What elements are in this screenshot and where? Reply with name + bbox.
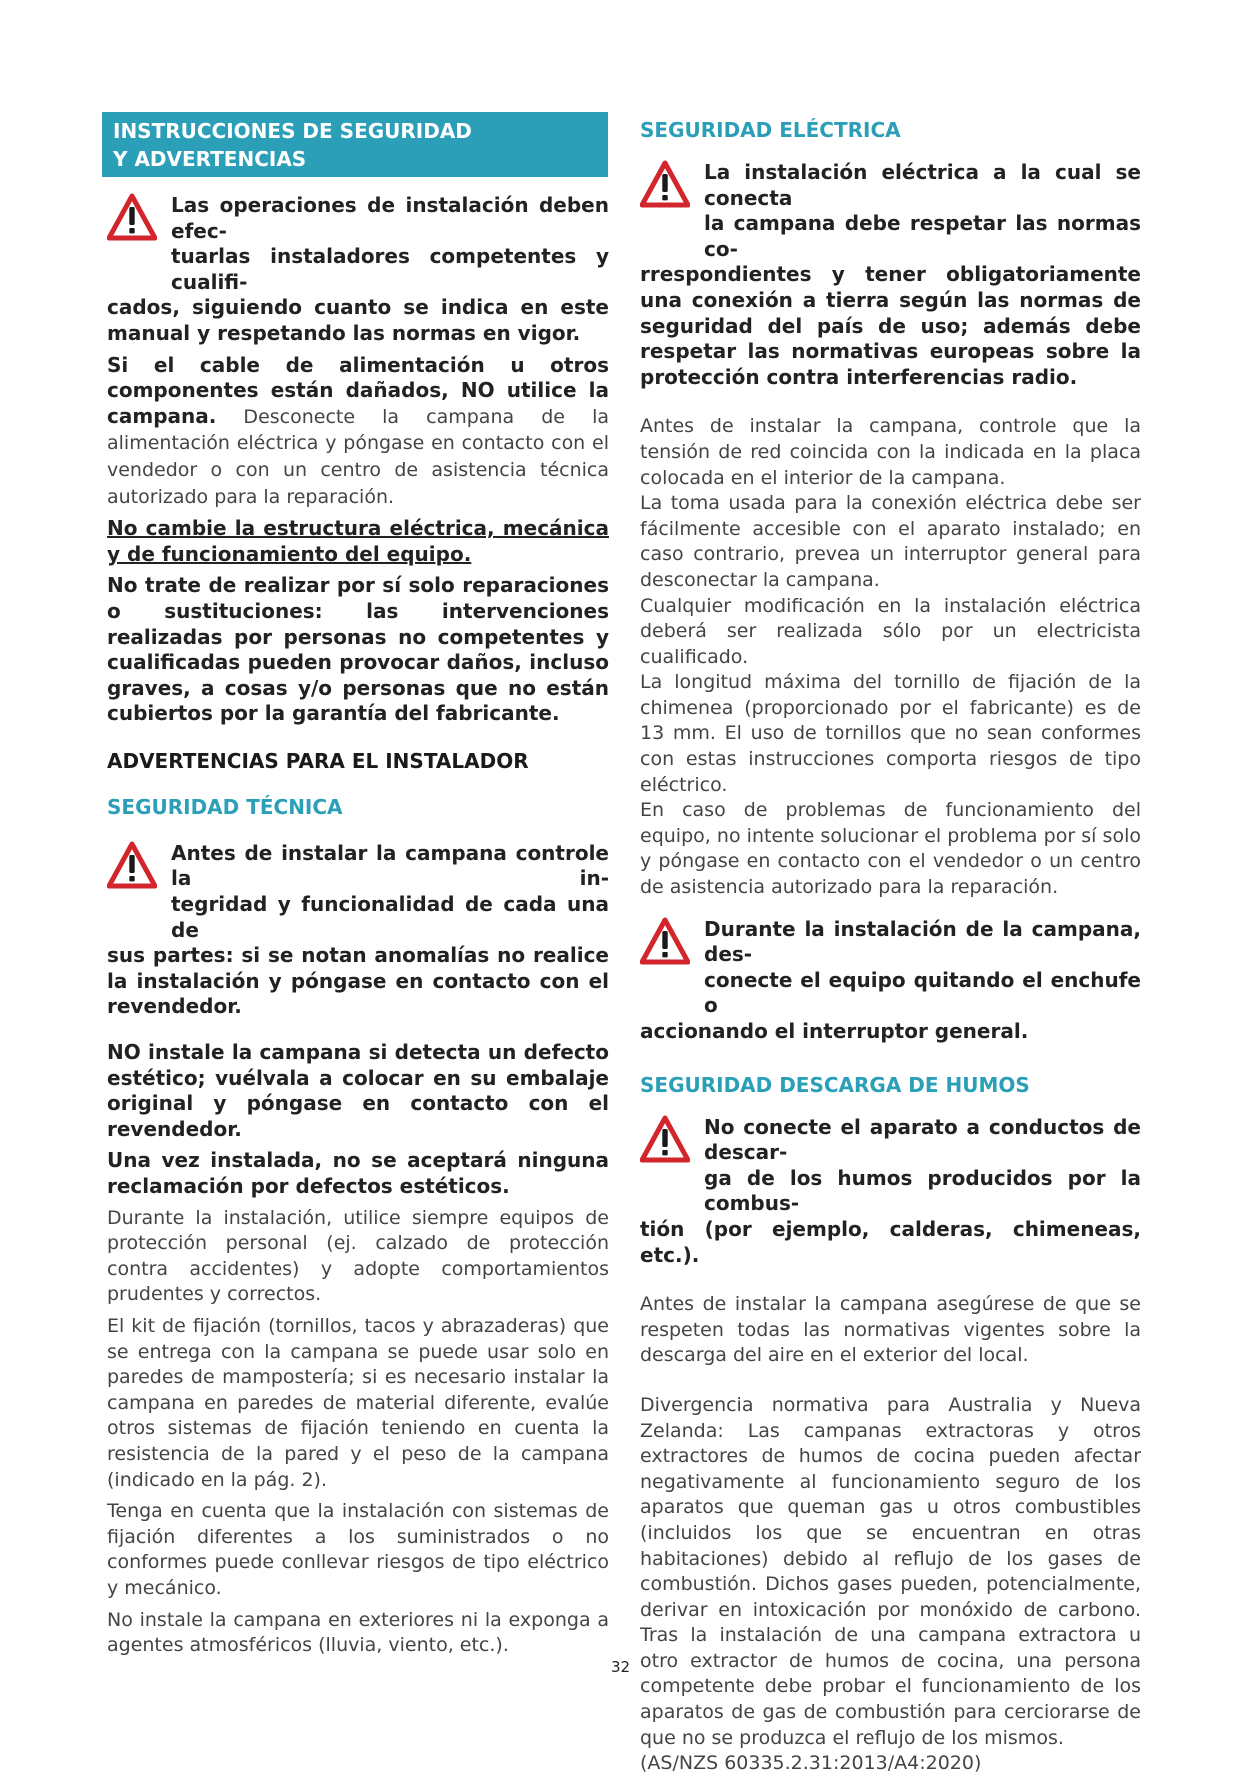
warning-line-1: Durante la instalación de la campana, des-: [704, 916, 1141, 967]
aesthetic-defect-paragraph: NO instale la campana si detecta un defecto estético; vuélvala a colocar en su embalaje original y póngase en contacto con el revendedor.: [107, 1040, 609, 1141]
warning-line-2: tegridad y funcionalidad de cada una de: [171, 892, 609, 942]
air-discharge-paragraph: Antes de instalar la campana asegúrese de que se respeten todas las normativas vigentes sobre la descarga del aire en el exterior del local.: [640, 1293, 1141, 1367]
fixing-systems-risk-paragraph: Tenga en cuenta que la instalación con sistemas de fijación diferentes a los suministrados o no conformes puede conllevar riesgos de tipo eléctrico y mecánico.: [107, 1500, 609, 1599]
right-column: [640, 112, 1141, 1777]
cable-damaged-paragraph: [107, 353, 609, 511]
warning-rest: cados, siguiendo cuanto se indica en este manual y respetando las normas en vigor.: [107, 295, 609, 345]
warning-installers: [107, 193, 609, 347]
australia-nz-paragraph: Divergencia normativa para Australia y Nueva Zelanda: Las campanas extractoras y otros extractores de humos de cocina pueden afectar negativamente al funcionamiento seguro de los aparatos que queman gas u otros combustibles (incluidos los que se encuentran en otras habitaciones) debido al reflujo de los gases de combustión. Dichos gases pueden, potencialmente, derivar en intoxicación por monóxido de carbono. Tras la instalación de una campana extractora u otro extractor de humos de cocina, una persona competente debe probar el funcionamiento de los aparatos de gas de combustión para cerciorarse de que no se produzca el reflujo de los mismos.: [640, 1393, 1141, 1749]
cable-light-text: Desconecte la campana de la alimentación eléctrica y póngase en contacto con el vendedor o con un centro de asistencia técnica autorizado para la reparación.: [107, 405, 609, 508]
warning-rest: accionando el interruptor general.: [640, 1019, 1029, 1043]
warning-rest: tión (por ejemplo, calderas, chimeneas, etc.).: [640, 1216, 1141, 1267]
page-number: 32: [610, 1658, 631, 1676]
warning-line-1: No conecte el aparato a conductos de descar-: [704, 1114, 1141, 1165]
no-claims-paragraph: Una vez instalada, no se aceptará ninguna reclamación por defectos estéticos.: [107, 1148, 609, 1198]
warning-electrical-installation: [640, 160, 1141, 390]
fume-discharge-heading: SEGURIDAD DESCARGA DE HUMOS: [640, 1072, 1030, 1097]
warning-triangle-icon: [640, 1115, 690, 1163]
warning-line-2: tuarlas instaladores competentes y cualifi-: [171, 244, 609, 294]
warning-check-integrity: [107, 841, 609, 1020]
warning-rest: rrespondientes y tener obligatoriamente una conexión a tierra según las normas de seguridad del país de uso; además debe respetar las normativas europeas sobre la protección contra interferencias radio.: [640, 262, 1141, 389]
warning-triangle-icon: [640, 160, 690, 208]
warning-line-2: ga de los humos producidos por la combus-: [704, 1165, 1141, 1216]
fixing-kit-paragraph: El kit de fijación (tornillos, tacos y abrazaderas) que se entrega con la campana se puede usar solo en paredes de mampostería; si es necesario instalar la campana en paredes de material diferente, evalúe otros sistemas de fijación teniendo en cuenta la resistencia de la pared y el peso de la campana (indicado en la pág. 2).: [107, 1314, 609, 1491]
socket-access-paragraph: La toma usada para la conexión eléctrica debe ser fácilmente accesible con el aparato instalado; en caso contrario, prevea un interruptor general para desconectar la campana.: [640, 492, 1141, 591]
warning-disconnect: [640, 917, 1141, 1045]
standard-reference: (AS/NZS 60335.2.31:2013/A4:2020): [640, 1752, 982, 1775]
warning-triangle-icon: [107, 193, 157, 241]
electrical-safety-heading: SEGURIDAD ELÉCTRICA: [640, 118, 901, 142]
outdoor-installation-paragraph: No instale la campana en exteriores ni la exponga a agentes atmosféricos (lluvia, viento, etc.).: [107, 1608, 609, 1657]
warning-line-1: Las operaciones de instalación deben efec-: [171, 193, 609, 243]
no-repairs-paragraph: No trate de realizar por sí solo reparaciones o sustituciones: las intervenciones realizadas por personas no competentes y cualificadas pueden provocar daños, incluso graves, a cosas y/o personas que no están cubiertos por la garantía del fabricante.: [107, 573, 609, 726]
protection-equipment-paragraph: Durante la instalación, utilice siempre equipos de protección personal (ej. calzado de protección contra accidentes) y adopte comportamientos prudentes y correctos.: [107, 1206, 609, 1306]
electrician-paragraph: Cualquier modificación en la instalación eléctrica deberá ser realizada sólo por un electricista cualificado.: [640, 594, 1141, 668]
malfunction-paragraph: En caso de problemas de funcionamiento del equipo, no intente solucionar el problema por sí solo y póngase en contacto con el vendedor o un centro de asistencia autorizado para la reparación.: [640, 799, 1141, 899]
screw-length-paragraph: La longitud máxima del tornillo de fijación de la chimenea (proporcionado por el fabricante) es de 13 mm. El uso de tornillos que no sean conformes con estas instrucciones comporta riesgos de tipo eléctrico.: [640, 671, 1141, 796]
warning-fume-ducts: [640, 1115, 1141, 1269]
banner-line-1: INSTRUCCIONES DE SEGURIDAD: [113, 119, 472, 143]
section-banner: [102, 112, 608, 177]
warning-triangle-icon: [107, 841, 157, 889]
banner-line-2: Y ADVERTENCIAS: [113, 147, 307, 171]
warning-rest: sus partes: si se notan anomalías no realice la instalación y póngase en contacto con el revendedor.: [107, 943, 609, 1019]
no-change-structure-paragraph: No cambie la estructura eléctrica, mecánica y de funcionamiento del equipo.: [107, 516, 609, 566]
warning-line-1: La instalación eléctrica a la cual se conecta: [704, 160, 1141, 210]
warning-line-2: conecte el equipo quitando el enchufe o: [704, 967, 1141, 1018]
cable-bold-text: Si el cable de alimentación u otros componentes están dañados, NO utilice la campana.: [107, 352, 609, 428]
warning-line-1: Antes de instalar la campana controle la in-: [171, 840, 609, 891]
warning-triangle-icon: [640, 917, 690, 965]
left-column: [107, 112, 609, 1659]
technical-safety-heading: SEGURIDAD TÉCNICA: [107, 794, 343, 819]
warning-line-2: la campana debe respetar las normas co-: [704, 211, 1141, 261]
voltage-check-paragraph: Antes de instalar la campana, controle que la tensión de red coincida con la indicada en la placa colocada en el interior de la campana.: [640, 415, 1141, 489]
installer-warnings-heading: ADVERTENCIAS PARA EL INSTALADOR: [107, 748, 529, 773]
